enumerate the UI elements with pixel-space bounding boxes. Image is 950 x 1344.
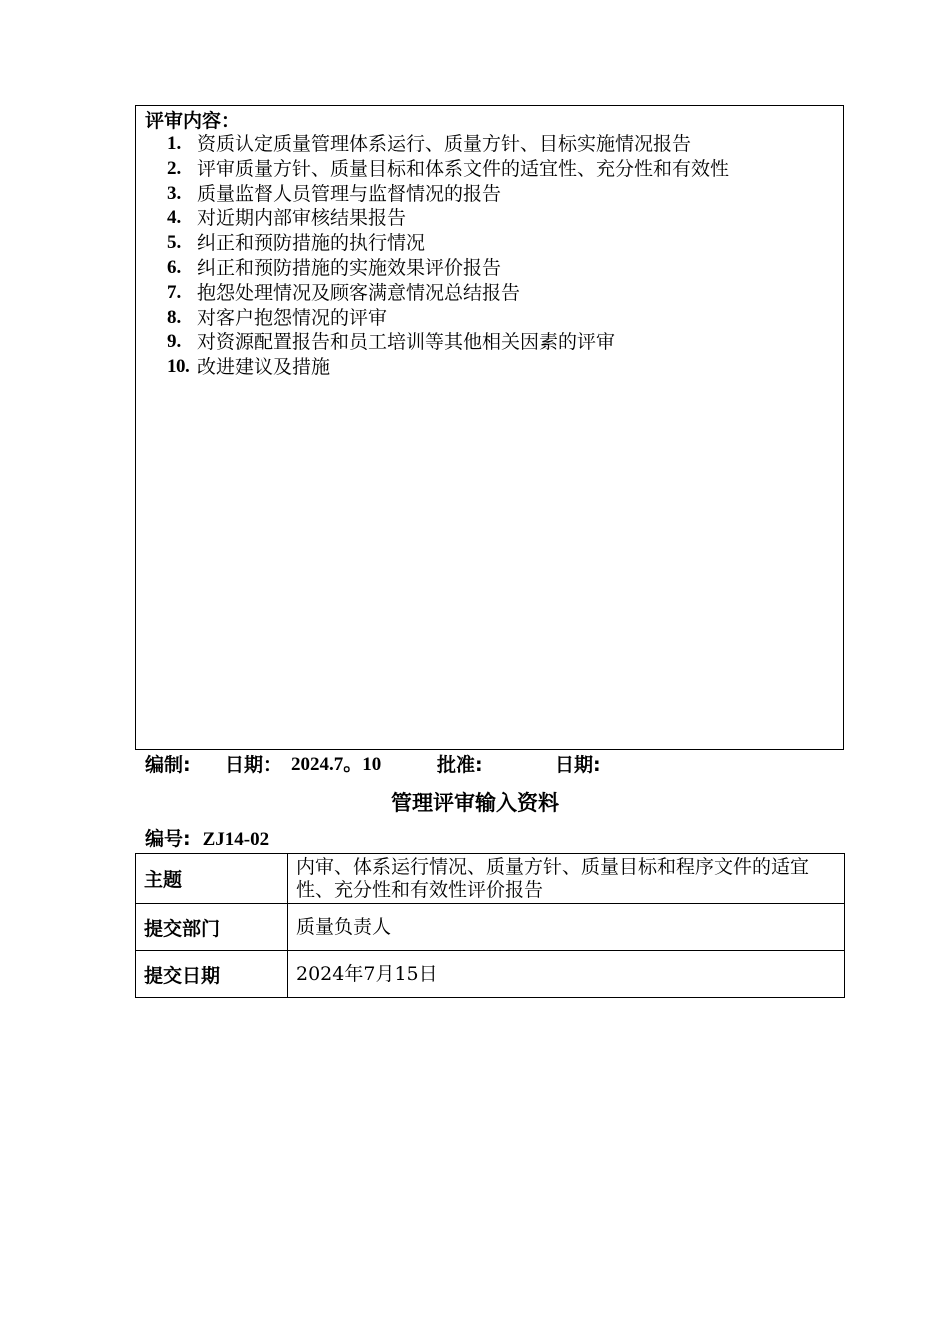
item-number: 7. bbox=[167, 281, 182, 303]
item-text: 对客户抱怨情况的评审 bbox=[197, 306, 388, 329]
date-label: 日期： bbox=[225, 754, 283, 776]
item-number: 5. bbox=[167, 232, 182, 254]
item-number: 10. bbox=[167, 356, 190, 378]
editor-label: 编制: bbox=[145, 754, 191, 776]
document-code bbox=[145, 826, 269, 853]
department-key: 提交部门 bbox=[136, 904, 288, 951]
review-content-box bbox=[135, 105, 844, 750]
item-text: 质量监督人员管理与监督情况的报告 bbox=[197, 182, 502, 205]
subject-key: 主题 bbox=[136, 854, 288, 904]
code-label: 编号: bbox=[145, 828, 191, 850]
table-row bbox=[136, 951, 845, 998]
list-item bbox=[167, 182, 729, 207]
item-text: 评审质量方针、质量目标和体系文件的适宜性、充分性和有效性 bbox=[197, 157, 730, 180]
date-value: 2024.7。10 bbox=[291, 754, 382, 775]
code-value: ZJ14-02 bbox=[202, 829, 270, 850]
item-text: 抱怨处理情况及顾客满意情况总结报告 bbox=[197, 281, 521, 304]
item-number: 2. bbox=[167, 157, 182, 179]
submit-date-value: 2024年7月15日 bbox=[288, 951, 845, 998]
review-items-list bbox=[167, 132, 729, 380]
item-number: 6. bbox=[167, 256, 182, 278]
review-content-title: 评审内容： bbox=[145, 110, 241, 132]
item-number: 8. bbox=[167, 306, 182, 328]
list-item bbox=[167, 355, 729, 380]
list-item bbox=[167, 306, 729, 331]
department-value: 质量负责人 bbox=[288, 904, 845, 951]
item-number: 9. bbox=[167, 331, 182, 353]
approve-label: 批准: bbox=[437, 754, 483, 776]
list-item bbox=[167, 231, 729, 256]
list-item bbox=[167, 206, 729, 231]
info-table bbox=[135, 853, 845, 998]
item-text: 资质认定质量管理体系运行、质量方针、目标实施情况报告 bbox=[197, 133, 692, 155]
item-text: 改进建议及措施 bbox=[197, 356, 331, 379]
list-item bbox=[167, 330, 729, 355]
item-number: 3. bbox=[167, 182, 182, 204]
list-item bbox=[167, 256, 729, 281]
item-text: 纠正和预防措施的实施效果评价报告 bbox=[197, 256, 502, 279]
item-text: 对资源配置报告和员工培训等其他相关因素的评审 bbox=[197, 331, 616, 354]
table-row bbox=[136, 854, 845, 904]
item-number: 4. bbox=[167, 207, 182, 229]
item-text: 纠正和预防措施的执行情况 bbox=[197, 232, 426, 255]
subject-value: 内审、体系运行情况、质量方针、质量目标和程序文件的适宜性、充分性和有效性评价报告 bbox=[288, 854, 845, 904]
item-number: 1. bbox=[167, 133, 182, 154]
submit-date-key: 提交日期 bbox=[136, 951, 288, 998]
date2-label: 日期: bbox=[555, 754, 601, 776]
document-title: 管理评审输入资料 bbox=[391, 791, 559, 815]
item-text: 对近期内部审核结果报告 bbox=[197, 207, 407, 230]
table-row bbox=[136, 904, 845, 951]
list-item bbox=[167, 132, 729, 157]
list-item bbox=[167, 157, 729, 182]
list-item bbox=[167, 281, 729, 306]
